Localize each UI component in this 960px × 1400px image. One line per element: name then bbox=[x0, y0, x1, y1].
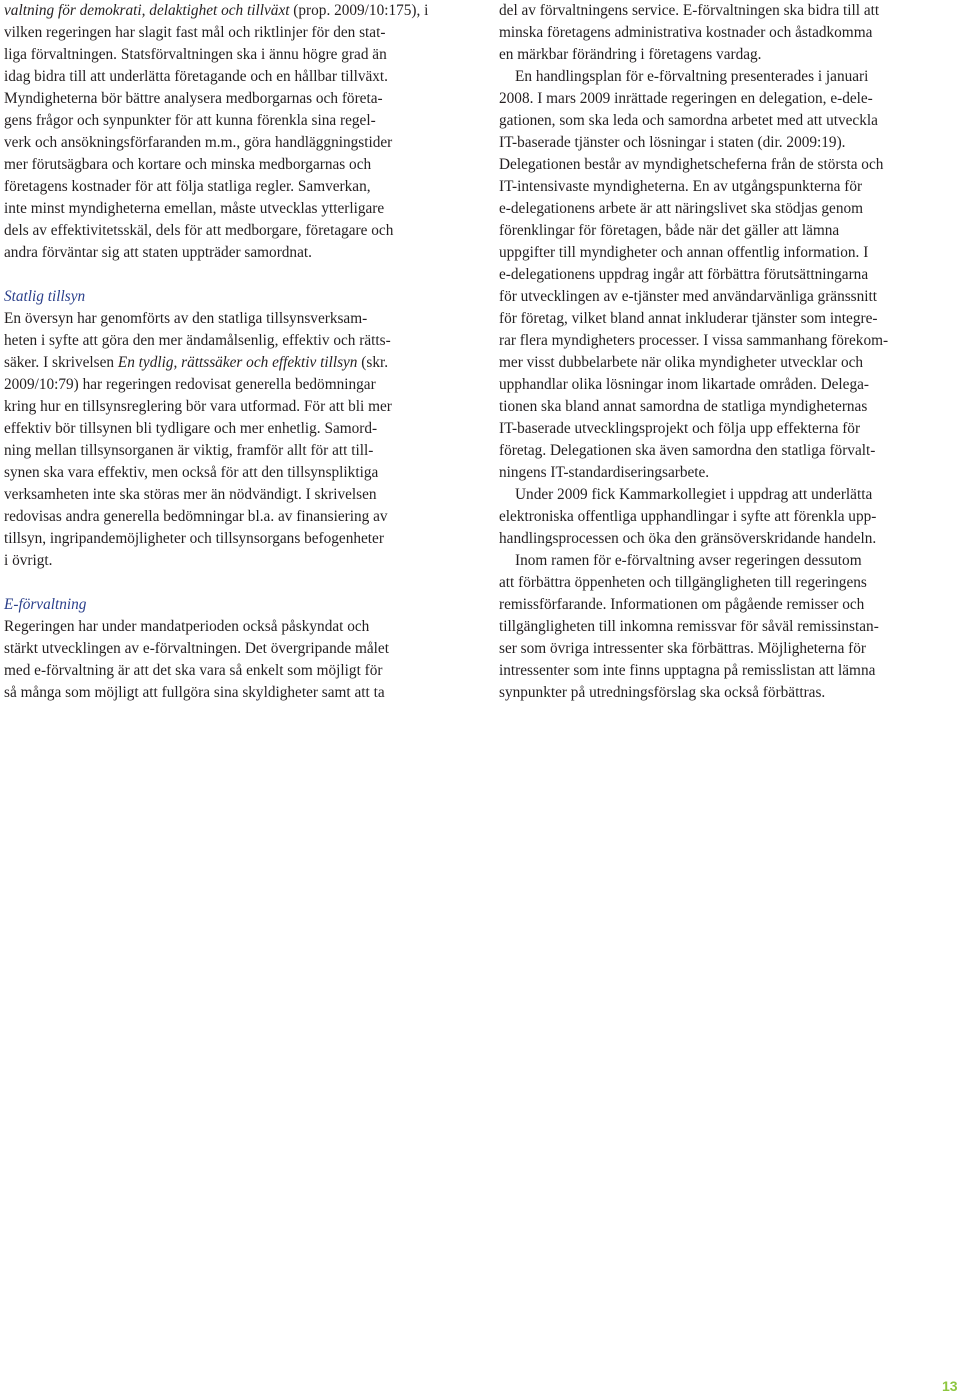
text-line bbox=[499, 44, 960, 66]
section-gap bbox=[4, 572, 474, 594]
text-run: vilken regeringen har slagit fast mål och riktlinjer för den stat- bbox=[4, 24, 386, 41]
text-run: idag bidra till att underlätta företagande och en hållbar tillväxt. bbox=[4, 68, 388, 85]
text-run: gens frågor och synpunkter för att kunna förenkla sina regel- bbox=[4, 112, 376, 129]
text-line bbox=[499, 396, 960, 418]
text-run: verk och ansökningsförfaranden m.m., göra handläggningstider bbox=[4, 134, 393, 151]
text-run: säker. I skrivelsen bbox=[4, 354, 118, 371]
text-line bbox=[499, 110, 960, 132]
text-run: att förbättra öppenheten och tillgängligheten till regeringens bbox=[499, 574, 867, 591]
text-line bbox=[499, 330, 960, 352]
text-line bbox=[499, 374, 960, 396]
text-line bbox=[499, 88, 960, 110]
text-run: En handlingsplan för e-förvaltning presenterades i januari bbox=[515, 68, 869, 85]
text-line bbox=[4, 352, 474, 374]
text-line bbox=[499, 176, 960, 198]
text-line bbox=[4, 638, 474, 660]
text-line bbox=[499, 242, 960, 264]
right-column-text bbox=[499, 0, 960, 704]
text-run: tillgängligheten till inkomna remissvar för såväl remissinstan- bbox=[499, 618, 879, 635]
text-line bbox=[499, 418, 960, 440]
text-run: remissförfarande. Informationen om pågående remisser och bbox=[499, 596, 865, 613]
text-run: Inom ramen för e-förvaltning avser regeringen dessutom bbox=[515, 552, 862, 569]
text-run: del av förvaltningens service. E-förvaltningen ska bidra till att bbox=[499, 2, 880, 19]
text-line bbox=[499, 198, 960, 220]
text-run: tillsyn, ingripandemöjligheter och tillsynsorgans befogenheter bbox=[4, 530, 384, 547]
text-run: e-delegationens uppdrag ingår att förbättra förutsättningarna bbox=[499, 266, 869, 283]
text-line bbox=[4, 506, 474, 528]
text-line bbox=[4, 550, 474, 572]
text-run: Myndigheterna bör bättre analysera medborgarnas och företa- bbox=[4, 90, 383, 107]
text-line bbox=[4, 396, 474, 418]
text-line bbox=[4, 132, 474, 154]
text-line bbox=[499, 638, 960, 660]
text-run: så många som möjligt att fullgöra sina skyldigheter samt att ta bbox=[4, 684, 385, 701]
text-run: intressenter som inte finns upptagna på remisslistan att lämna bbox=[499, 662, 876, 679]
text-run: gationen, som ska leda och samordna arbetet med att utveckla bbox=[499, 112, 878, 129]
text-run: stärkt utvecklingen av e-förvaltningen. Det övergripande målet bbox=[4, 640, 389, 657]
text-run: företag. Delegationen ska även samordna den statliga förvalt- bbox=[499, 442, 876, 459]
text-run: tionen ska bland annat samordna de statliga myndigheternas bbox=[499, 398, 868, 415]
text-line bbox=[499, 572, 960, 594]
italic-text: valtning för demokrati, delaktighet och tillväxt bbox=[4, 2, 290, 19]
text-run: e-delegationens arbete är att näringslivet ska stödjas genom bbox=[499, 200, 864, 217]
text-run: Delegationen består av myndighetscheferna från de största och bbox=[499, 156, 884, 173]
text-run: andra förväntar sig att staten uppträder samordnat. bbox=[4, 244, 312, 261]
text-run: synen ska vara effektiv, men också för att den tillsynspliktiga bbox=[4, 464, 379, 481]
text-run: ning mellan tillsynsorganen är viktig, framför allt för att till- bbox=[4, 442, 374, 459]
text-run: mer visst dubbelarbete när olika myndigheter utvecklar och bbox=[499, 354, 864, 371]
text-line bbox=[499, 22, 960, 44]
text-line bbox=[4, 220, 474, 242]
text-line bbox=[4, 418, 474, 440]
text-line bbox=[4, 242, 474, 264]
text-run: 2008. I mars 2009 inrättade regeringen en delegation, e-dele- bbox=[499, 90, 873, 107]
text-run: En översyn har genomförts av den statliga tillsynsverksam- bbox=[4, 310, 368, 327]
text-run: upphandlar olika lösningar inom likartade områden. Delega- bbox=[499, 376, 869, 393]
text-run: kring hur en tillsynsreglering bör vara utformad. För att bli mer bbox=[4, 398, 392, 415]
text-run: IT-intensivaste myndigheterna. En av utgångspunkterna för bbox=[499, 178, 863, 195]
section-heading-statlig-tillsyn: Statlig tillsyn bbox=[4, 288, 86, 305]
text-run: effektiv bör tillsynen bli tydligare och mer enhetlig. Samord- bbox=[4, 420, 378, 437]
text-line bbox=[499, 440, 960, 462]
text-line bbox=[4, 154, 474, 176]
text-line bbox=[499, 594, 960, 616]
text-line bbox=[499, 220, 960, 242]
text-run: IT-baserade utvecklingsprojekt och följa upp effekterna för bbox=[499, 420, 861, 437]
text-line bbox=[4, 176, 474, 198]
text-run: rar flera myndigheters processer. I vissa sammanhang förekom- bbox=[499, 332, 889, 349]
text-run: 2009/10:79) har regeringen redovisat generella bedömningar bbox=[4, 376, 376, 393]
text-line bbox=[499, 550, 960, 572]
text-line bbox=[499, 484, 960, 506]
tillsyn-paragraph bbox=[4, 308, 474, 572]
text-run: synpunkter på utredningsförslag ska också förbättras. bbox=[499, 684, 826, 701]
text-run: för företag, vilket bland annat inkluderar tjänster som integre- bbox=[499, 310, 878, 327]
text-run: med e-förvaltning är att det ska vara så enkelt som möjligt för bbox=[4, 662, 383, 679]
text-line bbox=[499, 154, 960, 176]
text-line bbox=[4, 484, 474, 506]
text-run: en märkbar förändring i företagens vardag. bbox=[499, 46, 762, 63]
text-run: förenklingar för företagen, både när det gäller att lämna bbox=[499, 222, 840, 239]
text-line bbox=[4, 308, 474, 330]
text-line bbox=[499, 616, 960, 638]
text-run: mer förutsägbara och kortare och minska medborgarnas och bbox=[4, 156, 372, 173]
text-run: dels av effektivitetsskäl, dels för att medborgare, företagare och bbox=[4, 222, 394, 239]
text-line bbox=[499, 0, 960, 22]
intro-paragraph bbox=[4, 0, 474, 264]
text-line bbox=[4, 462, 474, 484]
text-line bbox=[499, 528, 960, 550]
text-run: handlingsprocessen och öka den gränsöverskridande handeln. bbox=[499, 530, 877, 547]
text-run: (skr. bbox=[357, 354, 389, 371]
e-forvaltning-paragraph bbox=[4, 616, 474, 704]
italic-text: En tydlig, rättssäker och effektiv tillsyn bbox=[117, 354, 358, 371]
text-line bbox=[499, 352, 960, 374]
text-line bbox=[499, 682, 960, 704]
text-run: verksamheten inte ska störas mer än nödvändigt. I skrivelsen bbox=[4, 486, 377, 503]
text-run: ser som övriga intressenter ska förbättras. Möjligheterna för bbox=[499, 640, 867, 657]
text-line bbox=[499, 506, 960, 528]
text-run: uppgifter till myndigheter och annan offentlig information. I bbox=[499, 244, 869, 261]
text-run: för utvecklingen av e-tjänster med användarvänliga gränssnitt bbox=[499, 288, 878, 305]
text-line bbox=[499, 462, 960, 484]
text-run: företagens kostnader för att följa statliga regler. Samverkan, bbox=[4, 178, 371, 195]
text-line bbox=[4, 374, 474, 396]
text-line bbox=[4, 330, 474, 352]
text-run: Under 2009 fick Kammarkollegiet i uppdrag att underlätta bbox=[515, 486, 873, 503]
right-column bbox=[499, 0, 960, 704]
text-run: (prop. 2009/10:175), i bbox=[289, 2, 429, 19]
text-run: IT-baserade tjänster och lösningar i staten (dir. 2009:19). bbox=[499, 134, 846, 151]
text-line bbox=[4, 528, 474, 550]
text-run: heten i syfte att göra den mer ändamålsenlig, effektiv och rätts- bbox=[4, 332, 391, 349]
text-line bbox=[4, 66, 474, 88]
text-line bbox=[4, 616, 474, 638]
left-column bbox=[4, 0, 474, 704]
text-line bbox=[4, 0, 474, 22]
text-run: i övrigt. bbox=[4, 552, 53, 569]
text-run: Regeringen har under mandatperioden också påskyndat och bbox=[4, 618, 370, 635]
text-line bbox=[499, 66, 960, 88]
section-heading-e-forvaltning: E-förvaltning bbox=[4, 596, 87, 613]
text-line bbox=[4, 88, 474, 110]
text-line bbox=[4, 440, 474, 462]
page-number: 13 bbox=[942, 1378, 958, 1394]
text-line bbox=[4, 44, 474, 66]
text-line bbox=[499, 286, 960, 308]
text-run: elektroniska offentliga upphandlingar i syfte att förenkla upp- bbox=[499, 508, 877, 525]
text-line bbox=[499, 660, 960, 682]
text-line bbox=[4, 682, 474, 704]
text-run: liga förvaltningen. Statsförvaltningen ska i ännu högre grad än bbox=[4, 46, 387, 63]
text-line bbox=[4, 198, 474, 220]
text-line bbox=[4, 22, 474, 44]
text-run: redovisas andra generella bedömningar bl.a. av finansiering av bbox=[4, 508, 388, 525]
text-run: inte minst myndigheterna emellan, måste utvecklas ytterligare bbox=[4, 200, 385, 217]
text-line bbox=[499, 264, 960, 286]
text-run: ningens IT-standardiseringsarbete. bbox=[499, 464, 710, 481]
text-run: minska företagens administrativa kostnader och åstadkomma bbox=[499, 24, 873, 41]
text-line bbox=[4, 660, 474, 682]
text-line bbox=[4, 110, 474, 132]
text-line bbox=[499, 132, 960, 154]
section-gap bbox=[4, 264, 474, 286]
text-line bbox=[499, 308, 960, 330]
